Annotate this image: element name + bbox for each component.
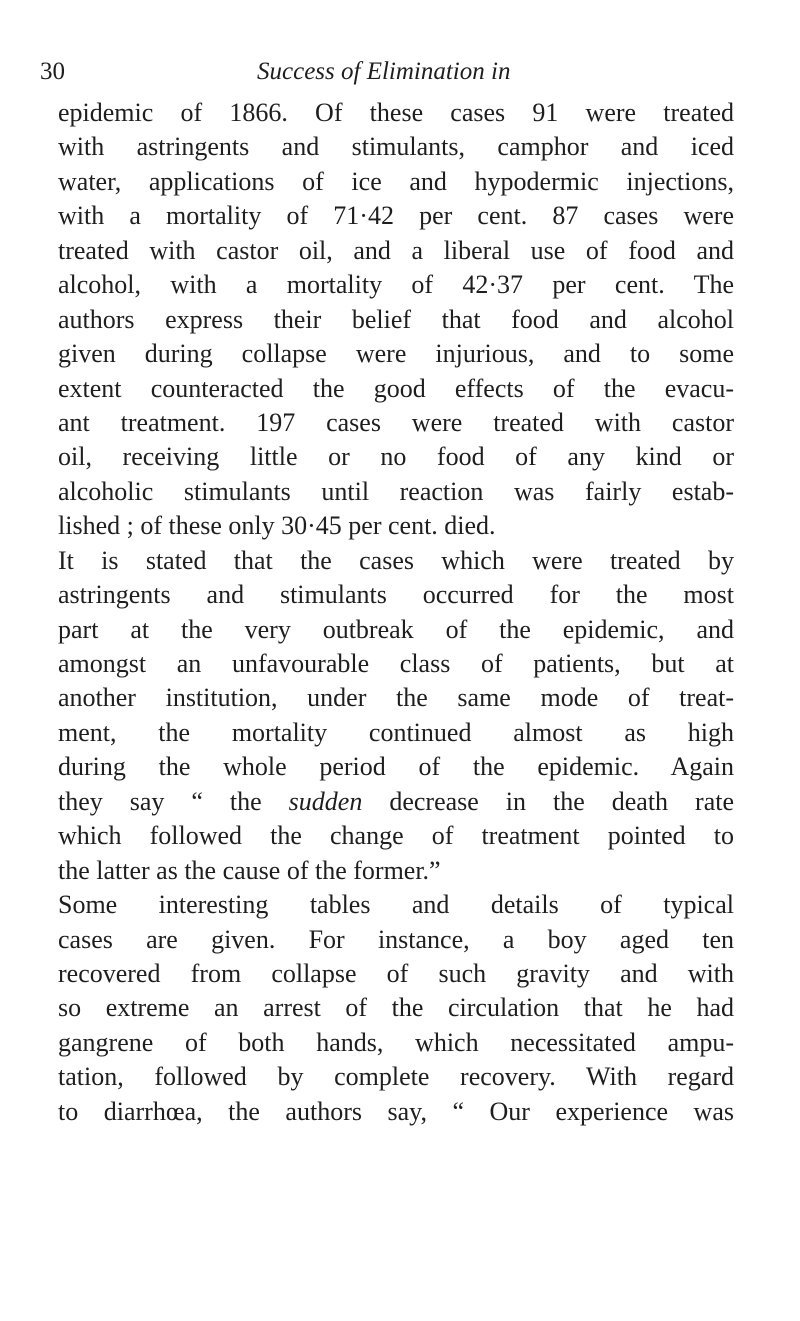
text-segment: decrease in the death rate — [389, 786, 734, 816]
text-line: another institution, under the same mode of treat- — [58, 683, 734, 713]
text-line: cases are given. For instance, a boy aged ten — [58, 924, 734, 954]
text-line: alcohol, with a mortality of 42·37 per cent. The — [58, 270, 734, 300]
text-line: lished ; of these only 30·45 per cent. died. — [58, 511, 496, 541]
text-line: recovered from collapse of such gravity and with — [58, 958, 734, 988]
text-line: extent counteracted the good effects of the evacu- — [58, 373, 734, 403]
page-header — [40, 52, 740, 92]
text-line-mixed — [58, 785, 734, 819]
text-line: ment, the mortality continued almost as high — [58, 717, 734, 747]
text-line: Some interesting tables and details of typical — [58, 890, 734, 920]
text-line: with a mortality of 71·42 per cent. 87 cases were — [58, 201, 734, 231]
body-text — [58, 96, 734, 1129]
text-line: epidemic of 1866. Of these cases 91 were treated — [58, 98, 734, 127]
text-line: authors express their belief that food and alcohol — [58, 304, 734, 334]
text-line: treated with castor oil, and a liberal use of food and — [58, 235, 734, 265]
page-number: 30 — [40, 58, 65, 85]
text-line: part at the very outbreak of the epidemic, and — [58, 614, 734, 644]
text-segment: they say “ the — [58, 786, 262, 816]
text-line: so extreme an arrest of the circulation that he had — [58, 993, 734, 1023]
italic-word: sudden — [288, 786, 363, 816]
text-line: the latter as the cause of the former.” — [58, 855, 441, 885]
text-line: given during collapse were injurious, and to some — [58, 339, 734, 369]
text-line: tation, followed by complete recovery. With regard — [58, 1062, 734, 1092]
text-line: astringents and stimulants occurred for the most — [58, 580, 734, 610]
text-line: during the whole period of the epidemic. Again — [58, 752, 734, 782]
text-line: which followed the change of treatment pointed to — [58, 821, 734, 851]
text-line: water, applications of ice and hypodermic injections, — [58, 166, 734, 196]
text-line: amongst an unfavourable class of patients, but at — [58, 649, 734, 678]
text-line: ant treatment. 197 cases were treated with castor — [58, 407, 734, 437]
text-line: It is stated that the cases which were treated by — [58, 545, 734, 575]
text-line: to diarrhœa, the authors say, “ Our experience was — [58, 1096, 734, 1126]
text-line: oil, receiving little or no food of any kind or — [58, 442, 734, 472]
text-line: with astringents and stimulants, camphor and iced — [58, 132, 734, 162]
text-line: alcoholic stimulants until reaction was fairly estab- — [58, 476, 734, 506]
text-line: gangrene of both hands, which necessitated ampu- — [58, 1027, 734, 1057]
running-title: Success of Elimination in — [257, 58, 511, 85]
